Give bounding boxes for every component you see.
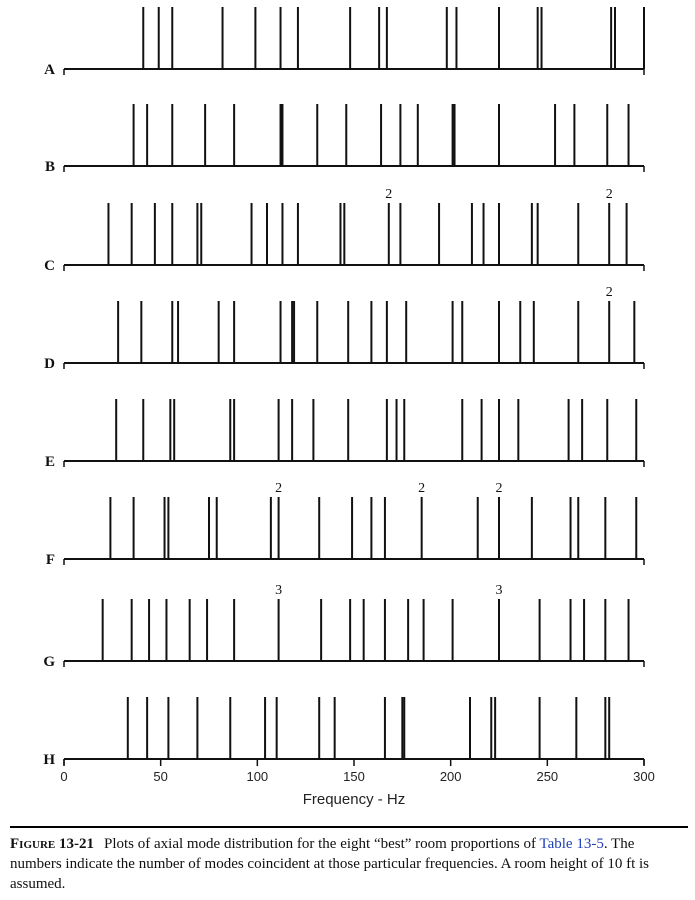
panel-e-label: E (44, 454, 55, 470)
panel-b-label: B (44, 159, 55, 175)
table-link[interactable]: Table 13-5 (539, 836, 604, 852)
x-axis-title: Frequency - Hz (302, 791, 406, 808)
panel-c-coincidence-label: 2 (385, 187, 393, 202)
panel-c-coincidence-label: 2 (605, 187, 613, 202)
x-tick-label: 50 (153, 769, 168, 784)
panel-a-label: A (44, 62, 55, 78)
panel-c-label: C (44, 258, 55, 274)
panel-d-label: D (44, 356, 55, 372)
caption-text-end: . The numbers indicate the number of modes coincident at those particular frequencies. A room height of 10 ft is assumed. (10, 836, 649, 892)
x-tick-label: 0 (60, 769, 68, 784)
x-tick-label: 300 (633, 769, 655, 784)
panel-g-label: G (43, 654, 55, 670)
panel-g-coincidence-label: 3 (275, 583, 283, 598)
panel-f-coincidence-label: 2 (418, 481, 426, 496)
panel-f-coincidence-label: 2 (495, 481, 503, 496)
figure-caption (10, 826, 688, 894)
caption-text-start: Plots of axial mode distribution for the eight “best” room proportions of (103, 836, 540, 852)
x-tick-label: 250 (536, 769, 559, 784)
x-tick-label: 200 (439, 769, 462, 784)
panel-f-coincidence-label: 2 (275, 481, 283, 496)
panel-d-coincidence-label: 2 (605, 285, 613, 300)
panel-g-coincidence-label: 3 (495, 583, 503, 598)
panel-f-label: F (45, 552, 55, 568)
x-tick-label: 150 (343, 769, 365, 784)
x-tick-label: 100 (246, 769, 269, 784)
panel-h-label: H (43, 752, 55, 768)
figure-label: Figure 13-21 (10, 836, 94, 852)
